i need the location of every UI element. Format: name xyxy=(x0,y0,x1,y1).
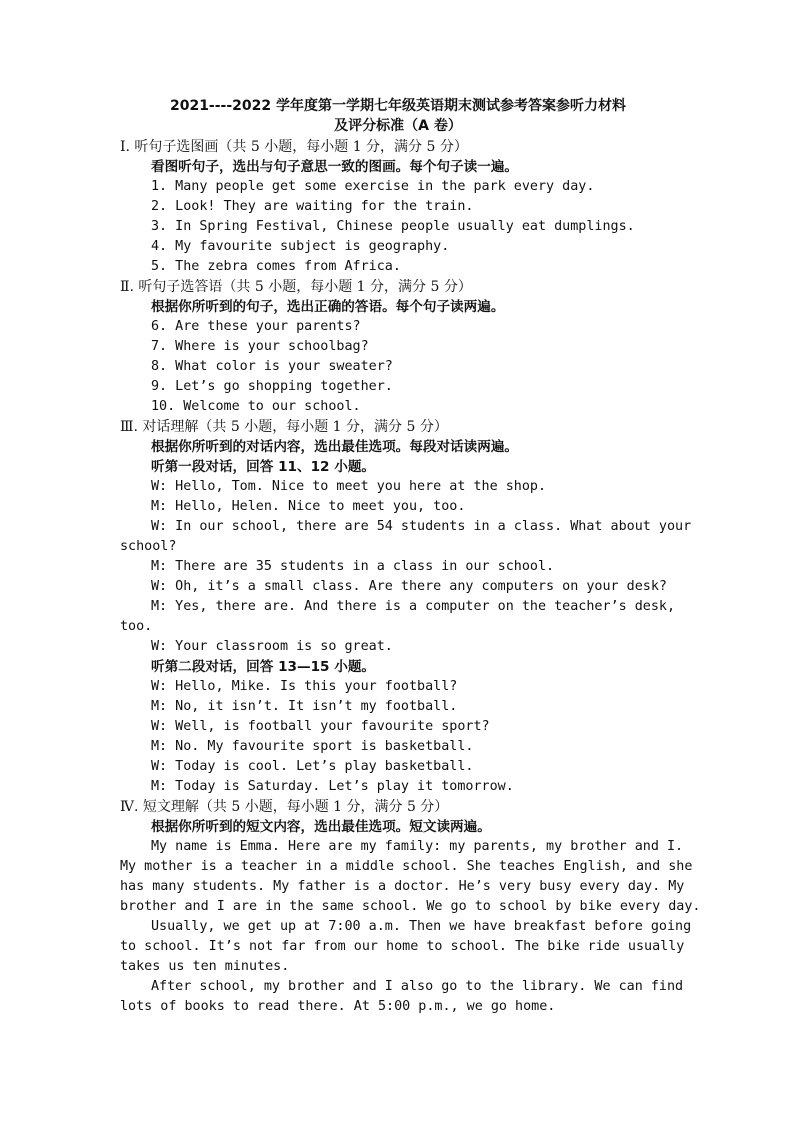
section-2-heading: Ⅱ. 听句子选答语（共 5 小题，每小题 1 分，满分 5 分） xyxy=(120,279,472,295)
list-item: 9. Let’s go shopping together. xyxy=(151,379,393,394)
dialog-line: M: There are 35 students in a class in our school. xyxy=(151,559,555,574)
section-3-instruction: 根据你所听到的对话内容，选出最佳选项。每段对话读两遍。 xyxy=(151,439,519,455)
passage-line: has many students. My father is a doctor. He’s very busy every day. My xyxy=(120,879,685,894)
dialog-line: W: Well, is football your favourite sport? xyxy=(151,719,490,734)
section-4-instruction: 根据你所听到的短文内容，选出最佳选项。短文读两遍。 xyxy=(151,819,491,835)
section-1-heading: Ⅰ. 听句子选图画（共 5 小题，每小题 1 分，满分 5 分） xyxy=(120,139,468,155)
passage-line: brother and I are in the same school. We go to school by bike every day. xyxy=(120,899,701,914)
dialog-line: M: No. My favourite sport is basketball. xyxy=(151,739,474,754)
passage-line: My mother is a teacher in a middle school. She teaches English, and she xyxy=(120,859,693,874)
dialog-line: W: In our school, there are 54 students in a class. What about your xyxy=(151,519,692,534)
document-title-line-2: 及评分标准（A 卷） xyxy=(334,118,462,134)
passage-line: takes us ten minutes. xyxy=(120,959,290,974)
dialog-line: school? xyxy=(120,539,177,554)
dialog-line: M: Yes, there are. And there is a computer on the teacher’s desk, xyxy=(151,599,676,614)
list-item: 8. What color is your sweater? xyxy=(151,359,393,374)
passage-line: After school, my brother and I also go to the library. We can find xyxy=(151,979,684,994)
passage-line: lots of books to read there. At 5:00 p.m., we go home. xyxy=(120,999,556,1014)
passage-line: to school. It’s not far from our home to school. The bike ride usually xyxy=(120,939,685,954)
list-item: 4. My favourite subject is geography. xyxy=(151,239,450,254)
section-4-heading: Ⅳ. 短文理解（共 5 小题，每小题 1 分，满分 5 分） xyxy=(120,799,449,815)
dialog-1-title: 听第一段对话，回答 11、12 小题。 xyxy=(151,459,376,475)
dialog-line: W: Hello, Mike. Is this your football? xyxy=(151,679,458,694)
list-item: 1. Many people get some exercise in the park every day. xyxy=(151,179,595,194)
section-2-instruction: 根据你所听到的句子，选出正确的答语。每个句子读两遍。 xyxy=(151,299,505,315)
section-1-instruction: 看图听句子，选出与句子意思一致的图画。每个句子读一遍。 xyxy=(151,159,519,175)
dialog-line: M: Today is Saturday. Let’s play it tomorrow. xyxy=(151,779,514,794)
list-item: 10. Welcome to our school. xyxy=(151,399,361,414)
list-item: 2. Look! They are waiting for the train. xyxy=(151,199,474,214)
list-item: 5. The zebra comes from Africa. xyxy=(151,259,401,274)
list-item: 7. Where is your schoolbag? xyxy=(151,339,369,354)
dialog-line: W: Your classroom is so great. xyxy=(151,639,393,654)
passage-line: My name is Emma. Here are my family: my parents, my brother and I. xyxy=(151,839,684,854)
section-3-heading: Ⅲ. 对话理解（共 5 小题，每小题 1 分，满分 5 分） xyxy=(120,419,448,435)
dialog-line: M: Hello, Helen. Nice to meet you, too. xyxy=(151,499,466,514)
dialog-line: W: Hello, Tom. Nice to meet you here at the shop. xyxy=(151,479,547,494)
list-item: 6. Are these your parents? xyxy=(151,319,361,334)
dialog-line: W: Today is cool. Let’s play basketball. xyxy=(151,759,474,774)
dialog-2-title: 听第二段对话，回答 13—15 小题。 xyxy=(151,659,376,675)
list-item: 3. In Spring Festival, Chinese people usually eat dumplings. xyxy=(151,219,635,234)
dialog-line: W: Oh, it’s a small class. Are there any computers on your desk? xyxy=(151,579,667,594)
document-title-line-1: 2021----2022 学年度第一学期七年级英语期末测试参考答案参听力材料 xyxy=(169,98,627,114)
dialog-line: M: No, it isn’t. It isn’t my football. xyxy=(151,699,458,714)
dialog-line: too. xyxy=(120,619,153,634)
passage-line: Usually, we get up at 7:00 a.m. Then we have breakfast before going xyxy=(151,919,692,934)
